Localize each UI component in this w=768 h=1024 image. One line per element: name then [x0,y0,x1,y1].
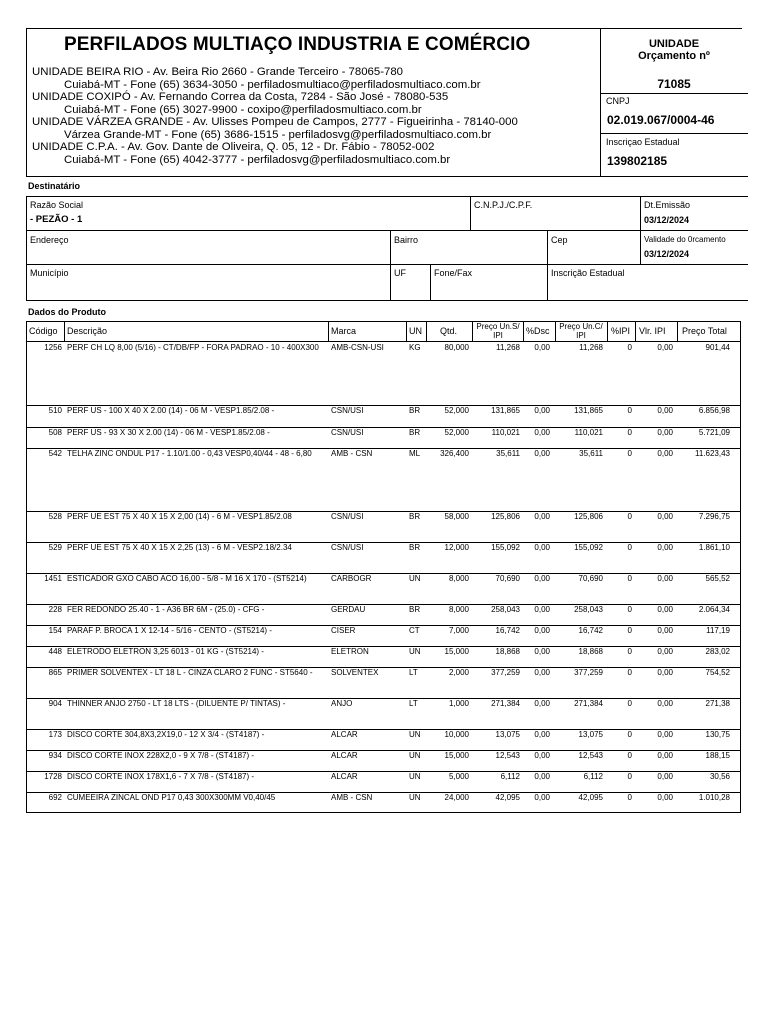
cnpj-cpf-label: C.N.P.J./C.P.F. [474,200,533,210]
row-divider [26,812,741,813]
cell-descricao: DISCO CORTE 304,8X3,2X19,0 - 12 X 3/4 - (ST4187) - [67,730,265,739]
cell-ipi-pct: 0 [627,772,632,781]
unidade-label: UNIDADE [648,38,700,50]
cell-un: BR [409,428,421,437]
address-line: Cuiabá-MT - Fone (65) 4042-3777 - perfiladosvg@perfiladosmultiaco.com.br [64,154,451,166]
cell-qtd: 5,000 [448,772,469,781]
cell-ipi-pct: 0 [627,647,632,656]
cell-codigo: 173 [48,730,62,739]
cell-vlr-ipi: 0,00 [657,772,673,781]
cell-vlr-ipi: 0,00 [657,406,673,415]
cell-preco-sipi: 16,742 [495,626,520,635]
address-line: UNIDADE VÁRZEA GRANDE - Av. Ulisses Pompeu de Campos, 2777 - Figueirinha - 78140-000 [32,116,518,128]
cell-dsc: 0,00 [534,574,550,583]
cell-marca: SOLVENTEX [331,668,379,677]
cep-label: Cep [551,235,568,245]
cell-descricao: PERF UE EST 75 X 40 X 15 X 2,00 (14) - 6 M - VESP1.85/2.08 [67,512,292,521]
cell-un: UN [409,574,421,583]
cell-qtd: 8,000 [448,605,469,614]
cell-codigo: 154 [48,626,62,635]
orcamento-label: Orçamento nº [638,50,710,62]
cell-vlr-ipi: 0,00 [657,428,673,437]
col-qtd: Qtd. [440,326,458,336]
address-line: Cuiabá-MT - Fone (65) 3634-3050 - perfiladosmultiaco@perfiladosmultiaco.com.br [64,79,481,91]
municipio-label: Município [30,268,69,278]
cell-codigo: 1256 [44,343,62,352]
cell-preco-sipi: 131,865 [491,406,520,415]
cell-qtd: 58,000 [444,512,469,521]
bairro-label: Bairro [394,235,419,245]
cell-codigo: 1728 [44,772,62,781]
cell-ipi-pct: 0 [627,793,632,802]
cell-preco-total: 7.296,75 [698,512,730,521]
cell-descricao: TELHA ZINC ONDUL P17 - 1.10/1.00 - 0,43 VESP0,40/44 - 48 - 6,80 [67,449,312,458]
destinatario-title: Destinatário [28,181,81,191]
ie-label: Inscriçao Estadual [606,137,680,147]
inscricao-estadual-label: Inscrição Estadual [551,268,625,278]
cell-dsc: 0,00 [534,699,550,708]
cell-preco-sipi: 271,384 [491,699,520,708]
cell-vlr-ipi: 0,00 [657,343,673,352]
cell-preco-total: 2.064,34 [698,605,730,614]
cell-codigo: 529 [48,543,62,552]
cell-descricao: PERF US - 93 X 30 X 2.00 (14) - 06 M - VESP1.85/2.08 - [67,428,270,437]
cell-preco-total: 188,15 [705,751,730,760]
cell-qtd: 8,000 [448,574,469,583]
cell-preco-sipi: 11,268 [496,343,520,352]
col-dsc: %Dsc [526,326,550,336]
cell-vlr-ipi: 0,00 [657,449,673,458]
cell-preco-sipi: 12,543 [495,751,520,760]
ie-value: 139802185 [607,154,668,168]
validade-label: Validade do 0rcamento [644,235,726,244]
col-preco-total: Preço Total [682,326,727,336]
cell-preco-total: 565,52 [705,574,730,583]
cell-marca: CSN/USI [331,512,364,521]
cell-descricao: PARAF P. BROCA 1 X 12-14 - 5/16 - CENTO - (ST5214) - [67,626,272,635]
cell-dsc: 0,00 [534,512,550,521]
cell-un: UN [409,647,421,656]
cell-marca: AMB - CSN [331,793,373,802]
cell-descricao: PERF US - 100 X 40 X 2.00 (14) - 06 M - VESP1.85/2.08 - [67,406,275,415]
cell-qtd: 12,000 [444,543,469,552]
cell-preco-sipi: 6,112 [500,772,520,781]
dt-emissao-value: 03/12/2024 [644,215,690,225]
cell-descricao: PRIMER SOLVENTEX - LT 18 L - CINZA CLARO 2 FUNC - ST5640 - [67,668,313,677]
cell-descricao: DISCO CORTE INOX 178X1,6 - 7 X 7/8 - (ST4187) - [67,772,255,781]
cell-preco-cipi: 42,095 [578,793,603,802]
razao-social-value: - PEZÃO - 1 [30,214,83,225]
cell-qtd: 2,000 [448,668,469,677]
cell-un: LT [409,668,418,677]
cell-descricao: THINNER ANJO 2750 - LT 18 LTS - (DILUENTE P/ TINTAS) - [67,699,286,708]
cell-un: CT [409,626,420,635]
cell-codigo: 1451 [44,574,62,583]
cell-preco-cipi: 11,268 [579,343,603,352]
cell-qtd: 15,000 [444,751,469,760]
cell-ipi-pct: 0 [627,751,632,760]
cell-preco-sipi: 35,611 [496,449,520,458]
cell-dsc: 0,00 [534,343,550,352]
cell-preco-total: 283,02 [705,647,730,656]
cnpj-value: 02.019.067/0004-46 [607,113,715,127]
cell-dsc: 0,00 [534,668,550,677]
cell-vlr-ipi: 0,00 [657,626,673,635]
cell-marca: ALCAR [331,751,358,760]
cell-qtd: 7,000 [448,626,469,635]
dt-emissao-label: Dt.Emissão [644,200,691,210]
cell-preco-total: 901,44 [705,343,730,352]
produtos-title: Dados do Produto [28,307,106,317]
cell-preco-cipi: 35,611 [579,449,603,458]
orcamento-number: 71085 [657,77,691,91]
cell-preco-sipi: 125,806 [491,512,520,521]
cell-preco-cipi: 110,021 [574,428,603,437]
cell-preco-cipi: 258,043 [574,605,603,614]
cell-marca: CARBOGR [331,574,372,583]
cell-preco-sipi: 258,043 [491,605,520,614]
cell-marca: ANJO [331,699,353,708]
cell-un: BR [409,605,421,614]
cell-vlr-ipi: 0,00 [657,574,673,583]
cell-codigo: 508 [48,428,62,437]
cell-ipi-pct: 0 [627,574,632,583]
cell-dsc: 0,00 [534,605,550,614]
cell-dsc: 0,00 [534,793,550,802]
cell-vlr-ipi: 0,00 [657,605,673,614]
cell-codigo: 542 [48,449,62,458]
cell-preco-cipi: 377,259 [574,668,603,677]
cell-un: LT [409,699,418,708]
cell-vlr-ipi: 0,00 [657,668,673,677]
col-preco-sipi: Preço Un.S/ IPI [476,322,520,340]
cell-preco-sipi: 155,092 [491,543,520,552]
cell-preco-cipi: 155,092 [574,543,603,552]
cell-preco-sipi: 13,075 [495,730,520,739]
address-line: UNIDADE COXIPÓ - Av. Fernando Correa da Costa, 7284 - São José - 78080-535 [32,91,449,103]
cell-descricao: PERF CH LQ 8,00 (5/16) - CT/DB/FP - FORA PADRAO - 10 - 400X300 [67,343,319,352]
cell-dsc: 0,00 [534,428,550,437]
cell-vlr-ipi: 0,00 [657,793,673,802]
cell-marca: CSN/USI [331,428,364,437]
cell-un: UN [409,751,421,760]
cell-qtd: 80,000 [444,343,469,352]
cell-ipi-pct: 0 [627,406,632,415]
cell-marca: GERDAU [331,605,366,614]
cell-marca: ELETRON [331,647,369,656]
cell-qtd: 52,000 [444,406,469,415]
cell-preco-total: 754,52 [705,668,730,677]
cell-preco-cipi: 12,543 [578,751,603,760]
cell-preco-sipi: 377,259 [491,668,520,677]
cell-vlr-ipi: 0,00 [657,751,673,760]
cell-ipi-pct: 0 [627,730,632,739]
cell-preco-cipi: 125,806 [574,512,603,521]
cell-descricao: FER REDONDO 25.40 - 1 - A36 BR 6M - (25.0) - CFG - [67,605,265,614]
cell-preco-total: 117,19 [706,626,730,635]
cell-dsc: 0,00 [534,751,550,760]
address-line: Cuiabá-MT - Fone (65) 3027-9900 - coxipo@perfiladosmultiaco.com.br [64,104,422,116]
cell-qtd: 15,000 [444,647,469,656]
cell-preco-sipi: 42,095 [495,793,520,802]
cell-codigo: 228 [48,605,62,614]
cell-descricao: ELETRODO ELETRON 3,25 6013 - 01 KG - (ST5214) - [67,647,264,656]
cell-qtd: 1,000 [448,699,469,708]
cell-preco-total: 6.856,98 [698,406,730,415]
cell-un: BR [409,543,421,552]
cell-preco-total: 130,75 [705,730,730,739]
cell-un: ML [409,449,421,458]
cell-qtd: 326,400 [440,449,469,458]
cell-descricao: PERF UE EST 75 X 40 X 15 X 2,25 (13) - 6 M - VESP2.18/2.34 [67,543,292,552]
cell-ipi-pct: 0 [627,343,632,352]
cell-un: BR [409,512,421,521]
cell-un: BR [409,406,421,415]
cell-descricao: ESTICADOR GXO CABO ACO 16,00 - 5/8 - M 16 X 170 - (ST5214) [67,574,307,583]
cell-preco-sipi: 110,021 [491,428,520,437]
fone-fax-label: Fone/Fax [434,268,473,278]
cell-codigo: 510 [48,406,62,415]
uf-label: UF [394,268,406,278]
cell-marca: CISER [331,626,356,635]
cell-vlr-ipi: 0,00 [657,512,673,521]
cell-preco-cipi: 6,112 [583,772,603,781]
cnpj-label: CNPJ [606,96,630,106]
cell-marca: CSN/USI [331,543,364,552]
cell-dsc: 0,00 [534,406,550,415]
cell-preco-sipi: 18,868 [495,647,520,656]
cell-preco-total: 1.010,28 [698,793,730,802]
cell-codigo: 528 [48,512,62,521]
cell-ipi-pct: 0 [627,699,632,708]
cell-dsc: 0,00 [534,647,550,656]
address-line: UNIDADE BEIRA RIO - Av. Beira Rio 2660 - Grande Terceiro - 78065-780 [32,66,403,78]
cell-ipi-pct: 0 [627,449,632,458]
cell-marca: AMB-CSN-USI [331,343,384,352]
cell-qtd: 52,000 [444,428,469,437]
cell-ipi-pct: 0 [627,543,632,552]
cell-ipi-pct: 0 [627,668,632,677]
col-ipi-pct: %IPI [611,326,631,336]
cell-qtd: 24,000 [444,793,469,802]
cell-vlr-ipi: 0,00 [657,647,673,656]
cell-qtd: 10,000 [444,730,469,739]
cell-descricao: CUMEEIRA ZINCAL OND P17 0,43 300X300MM V0,40/45 [67,793,276,802]
cell-marca: CSN/USI [331,406,364,415]
cell-preco-cipi: 131,865 [574,406,603,415]
cell-preco-cipi: 13,075 [578,730,603,739]
address-line: UNIDADE C.P.A. - Av. Gov. Dante de Oliveira, Q. 05, 12 - Dr. Fábio - 78052-002 [32,141,435,153]
cell-codigo: 448 [48,647,62,656]
cell-codigo: 865 [48,668,62,677]
cell-un: KG [409,343,421,352]
cell-dsc: 0,00 [534,543,550,552]
cell-ipi-pct: 0 [627,512,632,521]
col-descricao: Descrição [67,326,108,336]
cell-vlr-ipi: 0,00 [657,730,673,739]
cell-ipi-pct: 0 [627,428,632,437]
cell-preco-total: 11.623,43 [695,449,730,458]
col-vlr-ipi: Vlr. IPI [639,326,666,336]
col-marca: Marca [331,326,357,336]
cell-preco-total: 30,56 [709,772,730,781]
cell-preco-cipi: 18,868 [578,647,603,656]
cell-marca: ALCAR [331,730,358,739]
col-un: UN [409,326,422,336]
cell-dsc: 0,00 [534,449,550,458]
cell-dsc: 0,00 [534,730,550,739]
address-line: Várzea Grande-MT - Fone (65) 3686-1515 - perfiladosvg@perfiladosmultiaco.com.br [64,129,492,141]
cell-descricao: DISCO CORTE INOX 228X2,0 - 9 X 7/8 - (ST4187) - [67,751,255,760]
cell-un: UN [409,793,421,802]
cell-ipi-pct: 0 [627,605,632,614]
cell-codigo: 904 [48,699,62,708]
cell-dsc: 0,00 [534,626,550,635]
cell-codigo: 692 [48,793,62,802]
cell-preco-sipi: 70,690 [495,574,520,583]
validade-value: 03/12/2024 [644,249,690,259]
cell-vlr-ipi: 0,00 [657,543,673,552]
cell-preco-total: 1.861,10 [698,543,730,552]
col-preco-cipi: Preço Un.C/ IPI [559,322,603,340]
cell-un: UN [409,730,421,739]
cell-preco-cipi: 271,384 [574,699,603,708]
cell-codigo: 934 [48,751,62,760]
cell-marca: ALCAR [331,772,358,781]
cell-marca: AMB - CSN [331,449,373,458]
cell-ipi-pct: 0 [627,626,632,635]
cell-preco-cipi: 16,742 [578,626,603,635]
company-name: PERFILADOS MULTIAÇO INDUSTRIA E COMÉRCIO [64,34,531,55]
cell-preco-cipi: 70,690 [578,574,603,583]
cell-preco-total: 5.721,09 [698,428,730,437]
cell-un: UN [409,772,421,781]
razao-social-label: Razão Social [30,200,84,210]
cell-dsc: 0,00 [534,772,550,781]
cell-vlr-ipi: 0,00 [657,699,673,708]
endereco-label: Endereço [30,235,69,245]
cell-preco-total: 271,38 [705,699,730,708]
col-codigo: Código [29,326,58,336]
